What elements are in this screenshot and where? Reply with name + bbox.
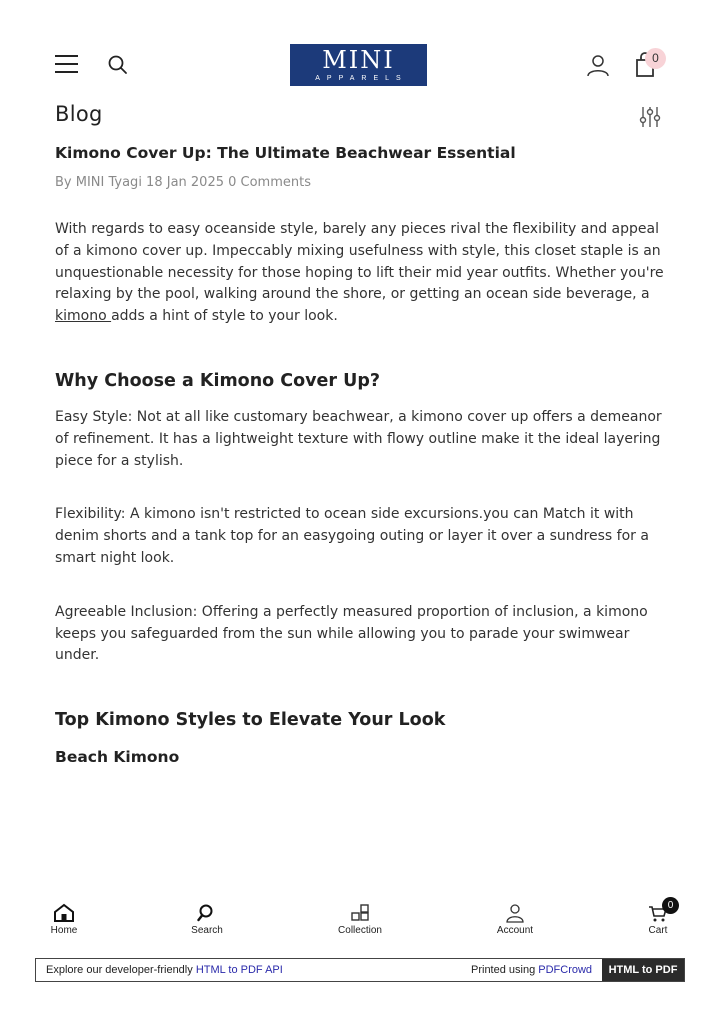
search-icon[interactable] (107, 54, 129, 76)
section-heading-top-styles: Top Kimono Styles to Elevate Your Look (55, 710, 446, 731)
pdf-left-text: Explore our developer-friendly (46, 964, 196, 976)
pdfcrowd-link[interactable]: PDFCrowd (538, 964, 593, 976)
page-title: Blog (55, 102, 103, 126)
section-heading-why-choose: Why Choose a Kimono Cover Up? (55, 370, 381, 391)
pdf-bar-right (471, 964, 592, 976)
intro-text-after: adds a hint of style to your look. (111, 308, 338, 325)
nav-search-label: Search (191, 925, 223, 936)
pdfcrowd-bar (35, 958, 685, 982)
hamburger-menu-icon[interactable] (55, 55, 78, 75)
intro-text-before: With regards to easy oceanside style, barely any pieces rival the flexibility and appeal of a kimono cover up. Impeccably mixing usefulness with style, this closet staple is an unquestionable necessity for those hoping to lift their mid year outfits. Whether you're relaxing by the pool, walking around the shore, or getting an ocean side beverage, a (55, 221, 664, 303)
nav-collection[interactable] (315, 895, 405, 936)
feature-agreeable-inclusion: Agreeable Inclusion: Offering a perfectly measured proportion of inclusion, a kimono keeps you safeguarded from the sun while allowing you to parade your swimwear under. (55, 603, 648, 664)
nav-collection-label: Collection (338, 925, 382, 936)
nav-home-label: Home (50, 925, 78, 936)
kimono-link[interactable]: kimono (55, 308, 112, 325)
grid-icon (350, 903, 370, 923)
user-icon (505, 903, 525, 923)
nav-search[interactable] (162, 895, 252, 936)
feature-easy-style: Easy Style: Not at all like customary beachwear, a kimono cover up offers a demeanor of refinement. It has a lightweight texture with flowy outline make it the ideal layering piece for a stylish. (55, 408, 662, 469)
subsection-heading-beach-kimono: Beach Kimono (55, 748, 180, 767)
article-title: Kimono Cover Up: The Ultimate Beachwear Essential (55, 144, 516, 162)
feature-flexibility: Flexibility: A kimono isn't restricted to ocean side excursions.you can Match it with denim shorts and a tank top for an easygoing outing or layer it over a sundress for a smart night look. (55, 506, 649, 566)
sliders-icon[interactable] (638, 106, 662, 128)
logo-main-text: MINI (322, 46, 395, 74)
pdf-right-text: Printed using (471, 964, 539, 976)
nav-cart-badge: 0 (662, 897, 679, 914)
site-logo[interactable] (290, 44, 427, 86)
html-to-pdf-button[interactable]: HTML to PDF (602, 959, 684, 981)
article-content (55, 219, 670, 768)
search-icon (197, 903, 217, 923)
intro-paragraph (55, 219, 670, 328)
html-to-pdf-api-link[interactable]: HTML to PDF API (195, 964, 283, 976)
logo-sub-text: APPARELS (315, 75, 408, 82)
user-icon[interactable] (586, 53, 610, 77)
nav-cart-label: Cart (648, 925, 668, 936)
nav-cart[interactable] (613, 895, 703, 936)
nav-home[interactable] (19, 895, 109, 936)
home-icon (53, 903, 75, 923)
nav-account-label: Account (496, 925, 534, 936)
nav-account[interactable] (470, 895, 560, 936)
site-header (0, 0, 720, 100)
pdf-bar-left (46, 964, 283, 976)
bottom-navigation (0, 895, 720, 945)
cart-count-badge: 0 (645, 48, 666, 69)
article-meta: By MINI Tyagi 18 Jan 2025 0 Comments (55, 175, 311, 190)
